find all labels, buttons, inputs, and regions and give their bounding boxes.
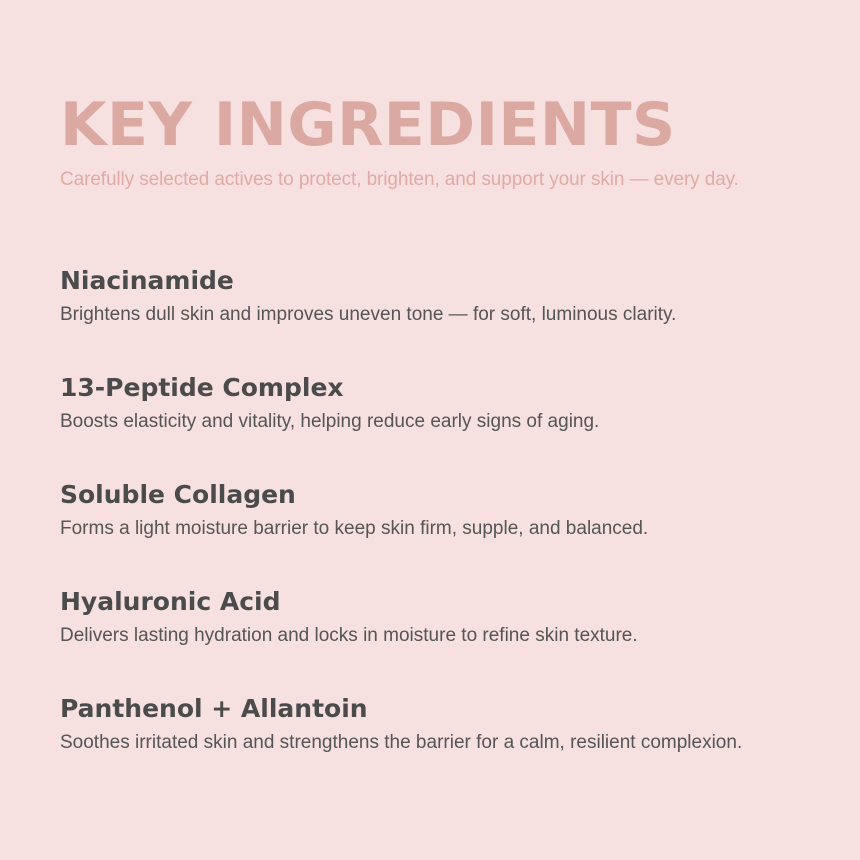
ingredient-name: 13-Peptide Complex: [60, 373, 344, 402]
ingredient-hyaluronic-acid: [60, 583, 840, 690]
ingredient-description: Brightens dull skin and improves uneven tone — for soft, luminous clarity.: [60, 304, 677, 325]
ingredient-list: [60, 262, 840, 797]
ingredient-name: Soluble Collagen: [60, 480, 296, 509]
ingredient-name: Niacinamide: [60, 266, 234, 295]
ingredient-description: Boosts elasticity and vitality, helping reduce early signs of aging.: [60, 411, 600, 432]
ingredient-niacinamide: [60, 262, 840, 369]
ingredient-name: Panthenol + Allantoin: [60, 694, 368, 723]
ingredient-description: Delivers lasting hydration and locks in moisture to refine skin texture.: [60, 625, 638, 646]
ingredient-panthenol-allantoin: [60, 690, 840, 797]
page-subtitle: Carefully selected actives to protect, brighten, and support your skin — every day.: [60, 169, 739, 190]
page-title: KEY INGREDIENTS: [60, 90, 676, 160]
ingredient-description: Soothes irritated skin and strengthens the barrier for a calm, resilient complexion.: [60, 732, 743, 753]
ingredient-name: Hyaluronic Acid: [60, 587, 281, 616]
ingredient-soluble-collagen: [60, 476, 840, 583]
ingredient-peptide-complex: [60, 369, 840, 476]
ingredient-description: Forms a light moisture barrier to keep skin firm, supple, and balanced.: [60, 518, 649, 539]
